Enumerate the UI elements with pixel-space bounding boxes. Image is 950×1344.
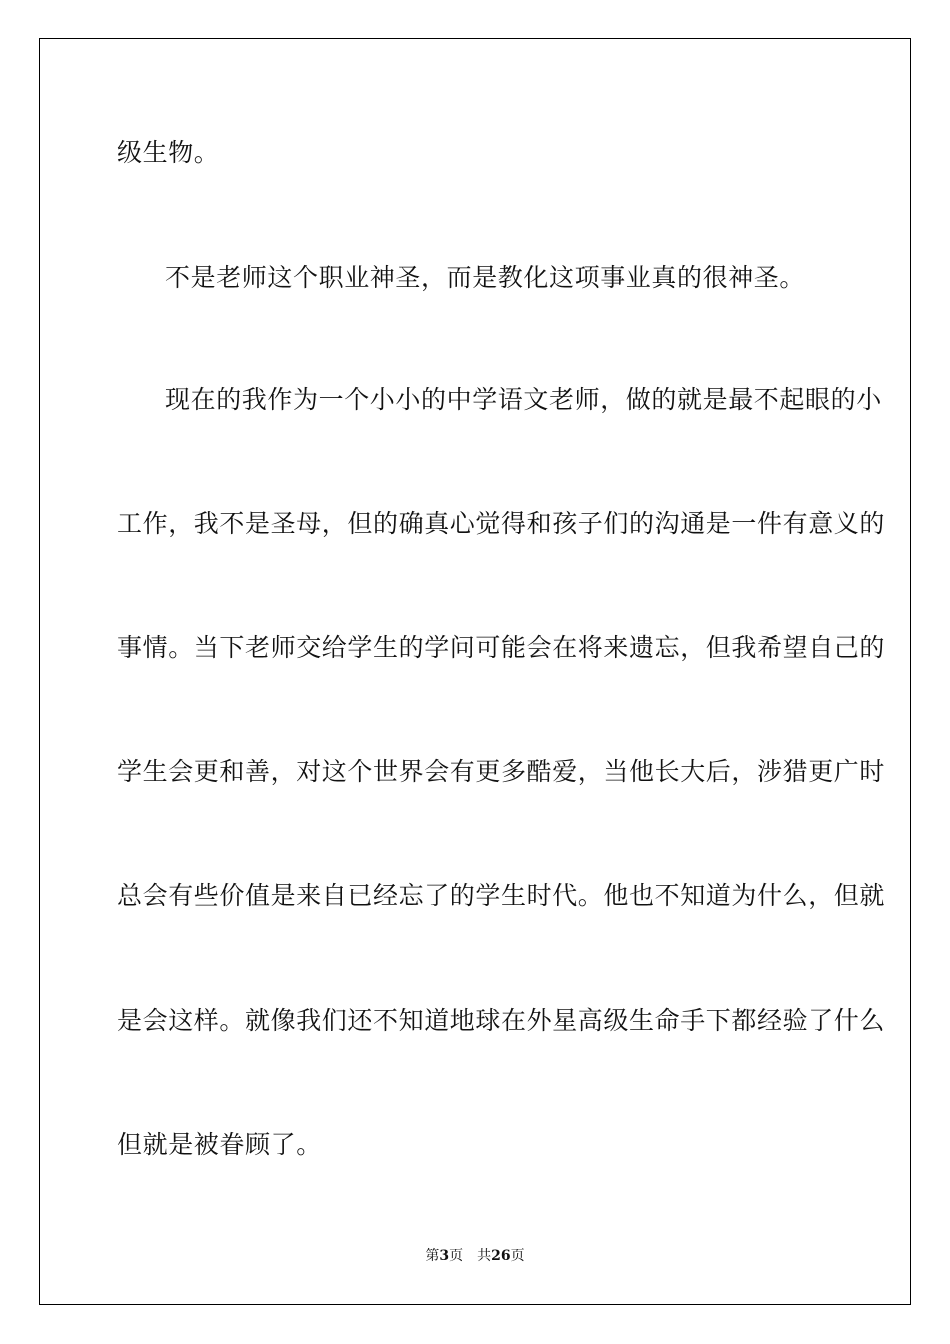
page-number: 3 xyxy=(439,1248,450,1264)
text-line-4: 工作，我不是圣母，但的确真心觉得和孩子们的沟通是一件有意义的 xyxy=(117,509,886,538)
text-line-6: 学生会更和善，对这个世界会有更多酷爱，当他长大后，涉猎更广时 xyxy=(117,757,886,786)
total-prefix: 共 xyxy=(477,1248,492,1264)
page-prefix: 第 xyxy=(425,1248,440,1264)
text-line-3: 现在的我作为一个小小的中学语文老师，做的就是最不起眼的小 xyxy=(165,385,882,414)
text-line-2: 不是老师这个职业神圣，而是教化这项事业真的很神圣。 xyxy=(165,263,806,292)
page-frame xyxy=(39,38,911,1305)
text-line-5: 事情。当下老师交给学生的学问可能会在将来遗忘，但我希望自己的 xyxy=(117,633,886,662)
text-line-1: 级生物。 xyxy=(117,138,220,167)
text-line-9: 但就是被眷顾了。 xyxy=(117,1130,322,1159)
text-line-7: 总会有些价值是来自已经忘了的学生时代。他也不知道为什么，但就 xyxy=(117,881,886,910)
page-footer xyxy=(0,1247,950,1265)
total-suffix: 页 xyxy=(510,1248,525,1264)
total-pages: 26 xyxy=(491,1248,511,1264)
page-suffix: 页 xyxy=(449,1248,464,1264)
text-line-8: 是会这样。就像我们还不知道地球在外星高级生命手下都经验了什么 xyxy=(117,1006,886,1035)
